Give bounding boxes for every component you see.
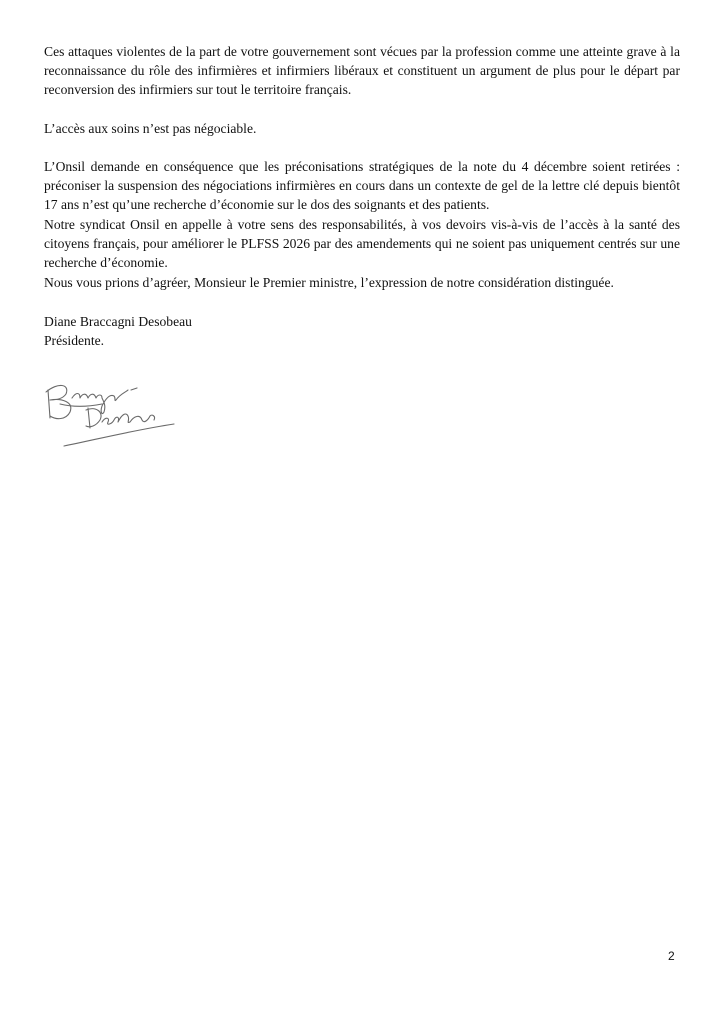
signatory-title: Présidente.	[44, 333, 105, 349]
page-number: 2	[668, 949, 675, 963]
paragraph-access: L’accès aux soins n’est pas négociable.	[44, 121, 257, 136]
signatory-name: Diane Braccagni Desobeau	[44, 314, 192, 329]
signature-block	[44, 312, 192, 350]
handwritten-signature	[36, 368, 186, 452]
paragraph-appeal: Notre syndicat Onsil en appelle à votre sens des responsabilités, à vos devoirs vis-à-vis de l’accès à la santé des citoyens français, pour améliorer le PLFSS 2026 par des amendements qui ne soient pas uniquement centrés sur une recherche d’économie.	[44, 217, 680, 271]
paragraph-demand: L’Onsil demande en conséquence que les préconisations stratégiques de la note du 4 décembre soient retirées : préconiser la suspension des négociations infirmières en cours dans un contexte de gel de la lettre clé depuis bientôt 17 ans n’est qu’une recherche d’économie sur le dos des soignants et des patients.	[44, 159, 680, 213]
paragraph-attacks: Ces attaques violentes de la part de votre gouvernement sont vécues par la profession comme une atteinte grave à la reconnaissance du rôle des infirmières et infirmiers libéraux et constituent un argument de plus pour le départ par reconversion des infirmiers sur tout le territoire français.	[44, 44, 680, 98]
paragraph-closing: Nous vous prions d’agréer, Monsieur le Premier ministre, l’expression de notre considération distinguée.	[44, 275, 614, 290]
